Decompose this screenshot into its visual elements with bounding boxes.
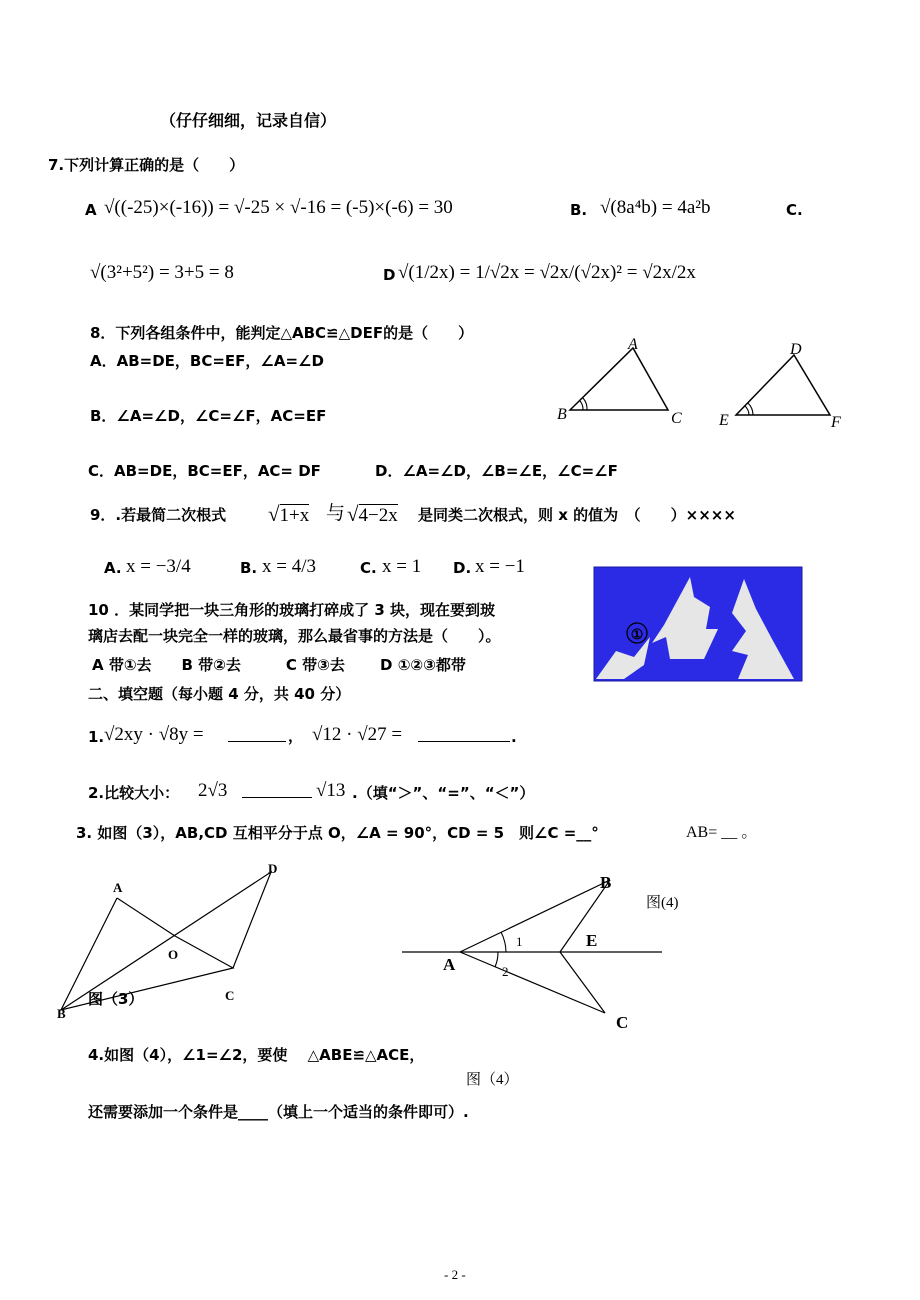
fill2-blank[interactable] [242,782,312,798]
angle-2-arc [495,952,498,967]
angle-b-arc-2 [583,398,587,410]
q9-option-d: x = −1 [475,556,525,577]
q9-expr-1: 1+x [279,505,310,526]
fig4-label-e: E [586,931,598,950]
angle-b-arc [580,401,583,410]
q7-d-expr: √(1/2x) = 1/√2x = √2x/(√2x)² = √2x/2x [398,262,696,283]
q9-option-b-label: B. [240,559,258,577]
label-d: D [790,341,802,358]
q7-stem: 7.下列计算正确的是（ ） [48,156,245,174]
q8-triangles-figure [550,330,860,440]
label-f: F [831,414,841,431]
q7-c-label: C. [786,201,803,219]
fill1-period: . [511,728,517,746]
label-e: E [719,412,729,429]
q10-line-2: 璃店去配一块完全一样的玻璃，那么最省事的方法是（ ）。 [88,627,501,645]
q9-radical-2 [347,503,398,527]
label-a: A [628,336,638,353]
q9-stem-suffix: 是同类二次根式，则 x 的值为 （ ）×××× [418,506,736,524]
q7-c-expr: √(3²+5²) = 3+5 = 8 [90,262,234,283]
fill4-figure-caption: 图（4） [466,1072,519,1088]
q7-b-expr: √(8a⁴b) = 4a²b [600,197,711,218]
q9-option-d-label: D. [453,559,472,577]
q9-option-a: x = −3/4 [126,556,191,577]
q8-stem: 8．下列各组条件中，能判定△ABC≌△DEF的是（ ） [90,324,474,342]
q9-option-a-label: A. [104,559,122,577]
figure-4-caption: 图(4) [646,895,679,911]
fill1-blank-1[interactable] [228,726,286,742]
fill1-separator: ， [288,727,304,745]
q9-option-c-label: C. [360,559,377,577]
q7-b-label: B. [570,201,588,219]
q7-d-label: D [383,266,396,284]
fill1-expr-2: √12 · √27 = [312,724,403,745]
fill2-left: 2√3 [198,780,228,801]
q8-option-a: A．AB=DE，BC=EF，∠A=∠D [90,352,324,370]
fill3-text: 3. 如图（3），AB,CD 互相平分于点 O，∠A = 90°，CD = 5 则∠C =__° [76,824,599,842]
q8-option-d: D．∠A=∠D，∠B=∠E，∠C=∠F [375,462,618,480]
motto: （仔仔细细，记录自信） [160,111,337,130]
figure-4-line-ac [460,952,605,1013]
fig3-label-d: D [268,861,278,876]
fill1-expr-1: √2xy · √8y = [104,724,204,745]
fig3-label-a: A [113,880,123,895]
fill1-blank-2[interactable] [418,726,510,742]
q8-option-c: C．AB=DE，BC=EF，AC= DF [88,462,321,480]
fig4-label-a: A [443,955,456,974]
q10-line-1: 10 ．某同学把一块三角形的玻璃打碎成了 3 块，现在要到玻 [88,601,495,619]
fig4-label-2: 2 [502,964,509,979]
q8-option-b: B．∠A=∠D，∠C=∠F，AC=EF [90,407,327,425]
fig4-label-b: B [600,873,612,892]
piece-marker-label: ① [630,628,644,643]
q9-expr-2: 4−2x [358,505,398,526]
fill2-right: √13 [316,780,346,801]
section-2-title: 二、填空题（每小题 4 分，共 40 分） [88,685,351,703]
fill2-suffix: .（填“＞”、“=”、“＜”） [352,784,535,802]
fig4-label-1: 1 [516,934,523,949]
fill4-line-2: 还需要添加一个条件是____（填上一个适当的条件即可）. [88,1103,469,1121]
sqrt-sign: √ [347,502,359,526]
q9-radical-1 [268,503,309,527]
q9-stem-prefix: 9．.若最简二次根式 [90,506,227,524]
page-number: - 2 - [444,1267,466,1282]
sqrt-sign: √ [268,502,280,526]
fill3-ab: AB= __ 。 [686,824,758,841]
q9-option-c: x = 1 [382,556,422,577]
label-c: C [671,410,682,427]
figure-3-caption: 图（3） [88,990,144,1008]
fill2-prefix: 2.比较大小： [88,784,180,802]
fig4-label-c: C [616,1013,629,1032]
label-b: B [557,406,567,423]
angle-1-arc [501,932,506,952]
fig3-label-b: B [57,1006,66,1021]
fill4-text: 4.如图（4），∠1=∠2，要使 △ABE≌△ACE， [88,1046,425,1064]
q7-a-expr-text: √((-25)×(-16)) = √-25 × √-16 = (-5)×(-6) = 30 [104,197,453,218]
broken-glass-figure [594,567,802,681]
fig3-label-c: C [225,988,235,1003]
q9-connector: 与 [326,503,346,524]
q9-option-b: x = 4/3 [262,556,316,577]
q7-a-label: A [85,201,97,219]
fill1-number: 1. [88,728,105,746]
angle-e-arc [745,406,749,415]
fig3-label-o: O [168,947,179,962]
q7-a-expr [104,197,453,219]
q10-options: A 带①去 B 带②去 C 带③去 D ①②③都带 [92,656,466,674]
